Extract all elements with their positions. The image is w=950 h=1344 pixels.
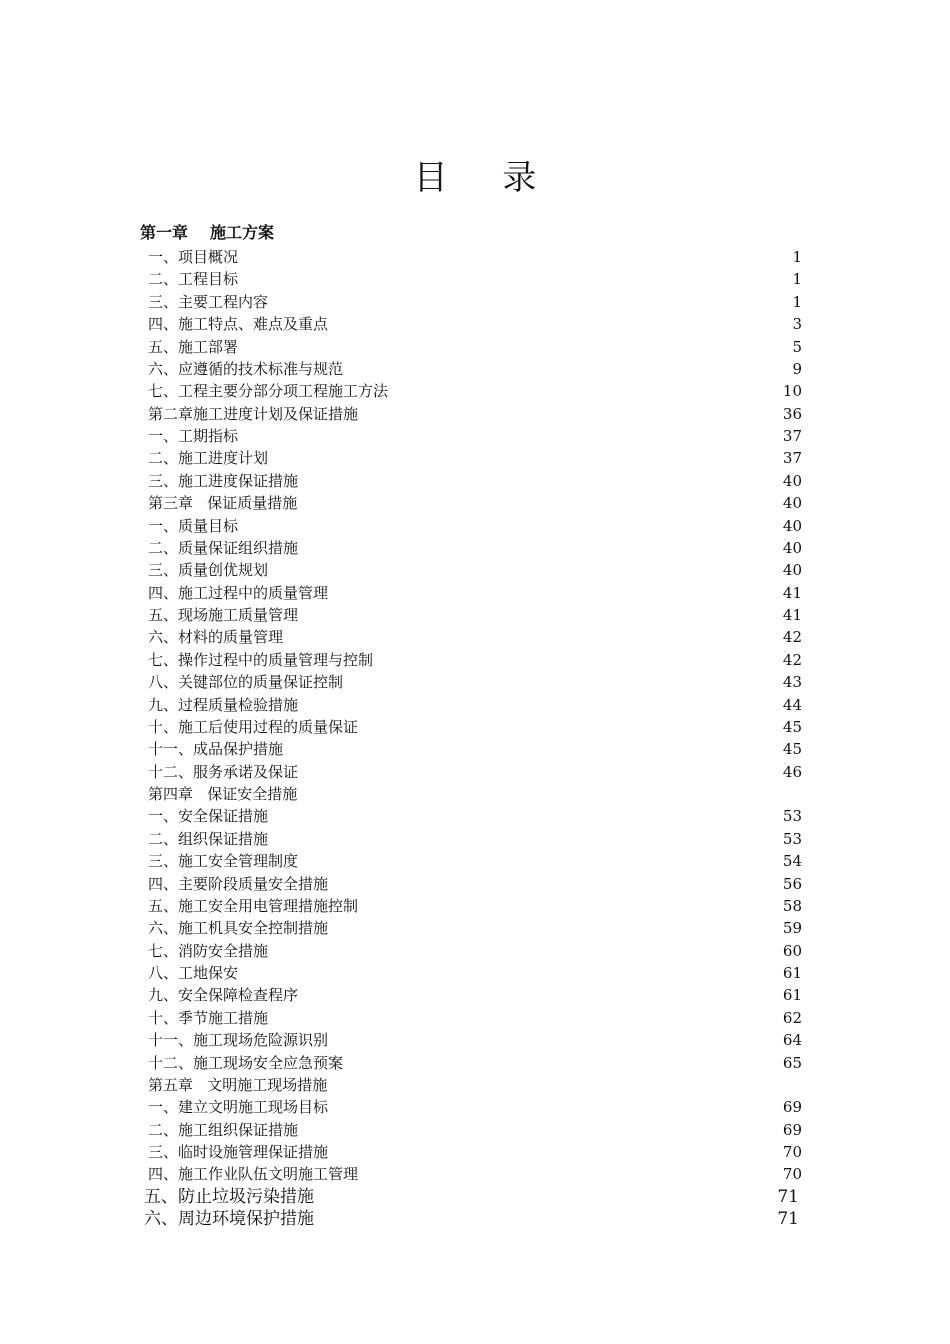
toc-entry <box>0 761 950 783</box>
toc-entry-label: 一、工期指标 <box>148 427 239 445</box>
toc-entry <box>0 783 950 805</box>
toc-entry-page: 1 <box>792 292 802 311</box>
toc-entry-label: 十、季节施工措施 <box>148 1008 269 1027</box>
toc-entry <box>0 694 950 716</box>
toc-entry-label: 三、质量创优规划 <box>148 561 269 580</box>
toc-entry <box>0 537 950 559</box>
toc-entry-label: 第五章 文明施工现场措施 <box>148 1075 328 1094</box>
toc-entry <box>0 1141 950 1163</box>
toc-entry-page: 5 <box>792 337 802 356</box>
toc-entry-page: 60 <box>782 941 802 960</box>
toc-entry-page: 9 <box>792 359 802 378</box>
toc-entry-page: 61 <box>782 964 802 982</box>
toc-entry <box>0 1163 950 1185</box>
toc-entry-page: 69 <box>782 1120 802 1139</box>
toc-entry-label: 二、质量保证组织措施 <box>148 538 299 557</box>
toc-entry-label: 六、应遵循的技术标准与规范 <box>148 359 344 378</box>
toc-entry <box>0 873 950 895</box>
toc-entry <box>0 917 950 939</box>
toc-entry-page: 45 <box>782 740 802 759</box>
toc-entry-label: 九、过程质量检验措施 <box>148 695 299 714</box>
toc-entry-label: 一、项目概况 <box>148 248 239 266</box>
toc-entry-label: 十二、服务承诺及保证 <box>148 762 299 781</box>
toc-entry <box>0 828 950 850</box>
toc-entry-label: 一、建立文明施工现场目标 <box>148 1098 329 1117</box>
toc-entry-page: 53 <box>782 807 802 826</box>
toc-entry <box>0 604 950 626</box>
toc-entry-label: 五、防止垃圾污染措施 <box>144 1186 314 1207</box>
toc-entry-page: 65 <box>782 1053 802 1072</box>
toc-entry <box>0 492 950 514</box>
toc-entry <box>0 291 950 313</box>
page-title: 目 录 <box>413 158 559 198</box>
toc-entry-page: 10 <box>782 382 802 401</box>
toc-entry <box>0 380 950 402</box>
toc-entry-label: 一、质量目标 <box>148 516 239 535</box>
toc-entry-label: 十一、施工现场危险源识别 <box>148 1031 329 1050</box>
toc-entry-label: 十一、成品保护措施 <box>148 740 284 759</box>
toc-entry-page: 45 <box>782 717 802 736</box>
toc-entry-label: 九、安全保障检查程序 <box>148 986 299 1005</box>
toc-entry-page: 40 <box>782 561 802 580</box>
toc-entry-label: 第四章 保证安全措施 <box>148 785 298 803</box>
toc-entry-page: 42 <box>782 628 802 647</box>
toc-entry-page: 42 <box>782 650 802 669</box>
chapter-heading <box>140 220 274 243</box>
toc-entry-page: 56 <box>782 874 802 893</box>
toc-entry-label: 二、组织保证措施 <box>148 829 269 848</box>
toc-entry-label: 七、工程主要分部分项工程施工方法 <box>148 382 389 401</box>
toc-entry-label: 三、临时设施管理保证措施 <box>148 1143 329 1161</box>
toc-entry <box>0 895 950 917</box>
toc-entry-label: 三、主要工程内容 <box>148 292 269 311</box>
toc-entry <box>0 1007 950 1029</box>
toc-entry-page: 40 <box>782 471 802 490</box>
toc-entry-page: 1 <box>792 270 802 289</box>
toc-entry <box>0 649 950 671</box>
toc-entry-label: 三、施工安全管理制度 <box>148 852 299 871</box>
toc-entry <box>0 805 950 827</box>
toc-entry-label: 四、主要阶段质量安全措施 <box>148 874 329 893</box>
toc-entry-label: 二、施工进度计划 <box>148 449 269 468</box>
toc-entry-page: 37 <box>782 427 802 445</box>
toc-entry-page: 44 <box>782 695 802 714</box>
toc-entry <box>0 962 950 984</box>
toc-entry-page: 69 <box>782 1098 802 1117</box>
toc-entry <box>0 582 950 604</box>
toc-entry-page: 1 <box>792 248 802 266</box>
toc-entry-page: 71 <box>777 1186 799 1207</box>
toc-entry <box>0 626 950 648</box>
toc-entry <box>0 425 950 447</box>
toc-entry <box>0 984 950 1006</box>
toc-entry <box>0 1029 950 1051</box>
toc-entry-label: 二、工程目标 <box>148 270 239 289</box>
toc-entry-page: 70 <box>782 1165 802 1184</box>
toc-entry <box>0 850 950 872</box>
toc-entry-label: 七、消防安全措施 <box>148 941 269 960</box>
toc-entry-label: 六、周边环境保护措施 <box>144 1209 314 1230</box>
toc-entry-page: 43 <box>782 673 802 692</box>
toc-entry-page: 70 <box>782 1143 802 1161</box>
toc-entry-label: 第二章施工进度计划及保证措施 <box>148 404 359 423</box>
toc-entry <box>0 403 950 425</box>
toc-entry <box>0 447 950 469</box>
toc-entry <box>0 738 950 760</box>
toc-entry-page: 40 <box>782 494 802 513</box>
toc-entry-label: 四、施工过程中的质量管理 <box>148 583 329 602</box>
chapter-name: 施工方案 <box>210 223 275 242</box>
toc-entry <box>0 1208 950 1230</box>
table-of-contents <box>0 246 950 1231</box>
toc-entry-page: 54 <box>782 852 802 871</box>
toc-entry <box>0 1186 950 1208</box>
toc-entry <box>0 470 950 492</box>
toc-entry <box>0 940 950 962</box>
toc-entry <box>0 1096 950 1118</box>
toc-entry <box>0 1119 950 1141</box>
toc-entry-label: 一、安全保证措施 <box>148 807 269 826</box>
toc-entry <box>0 716 950 738</box>
toc-entry <box>0 515 950 537</box>
toc-entry-page: 41 <box>782 583 802 602</box>
toc-entry-page: 36 <box>782 404 802 423</box>
toc-entry <box>0 336 950 358</box>
toc-entry-label: 六、施工机具安全控制措施 <box>148 919 329 938</box>
toc-entry-page: 61 <box>782 986 802 1005</box>
toc-entry-page: 62 <box>782 1008 802 1027</box>
toc-entry-page: 53 <box>782 829 802 848</box>
toc-entry-label: 五、施工部署 <box>148 337 239 356</box>
toc-entry-page: 3 <box>792 315 802 334</box>
toc-entry-label: 第三章 保证质量措施 <box>148 494 298 513</box>
toc-entry <box>0 559 950 581</box>
toc-entry-label: 三、施工进度保证措施 <box>148 471 299 490</box>
toc-entry-page: 58 <box>782 896 802 915</box>
toc-entry <box>0 358 950 380</box>
toc-entry-page: 41 <box>782 606 802 624</box>
toc-entry-label: 八、关键部位的质量保证控制 <box>148 673 344 692</box>
toc-entry-page: 37 <box>782 449 802 468</box>
toc-entry-label: 五、施工安全用电管理措施控制 <box>148 896 359 915</box>
toc-entry <box>0 268 950 290</box>
toc-entry <box>0 671 950 693</box>
toc-entry <box>0 246 950 268</box>
toc-entry-label: 二、施工组织保证措施 <box>148 1120 299 1139</box>
toc-entry-label: 十二、施工现场安全应急预案 <box>148 1053 344 1072</box>
chapter-number: 第一章 <box>140 223 189 242</box>
toc-entry-page: 40 <box>782 538 802 557</box>
toc-entry-label: 六、材料的质量管理 <box>148 628 284 647</box>
toc-entry <box>0 313 950 335</box>
toc-entry-label: 五、现场施工质量管理 <box>148 606 299 624</box>
toc-entry <box>0 1074 950 1096</box>
toc-entry-label: 四、施工特点、难点及重点 <box>148 315 329 334</box>
toc-entry-page: 64 <box>782 1031 802 1050</box>
toc-entry-page: 46 <box>782 762 802 781</box>
toc-entry-label: 八、工地保安 <box>148 964 239 982</box>
toc-entry <box>0 1052 950 1074</box>
toc-entry-page: 59 <box>782 919 802 938</box>
toc-entry-label: 四、施工作业队伍文明施工管理 <box>148 1165 359 1184</box>
toc-entry-label: 十、施工后使用过程的质量保证 <box>148 717 359 736</box>
toc-entry-page: 71 <box>777 1209 799 1230</box>
toc-entry-page: 40 <box>782 516 802 535</box>
toc-entry-label: 七、操作过程中的质量管理与控制 <box>148 650 374 669</box>
